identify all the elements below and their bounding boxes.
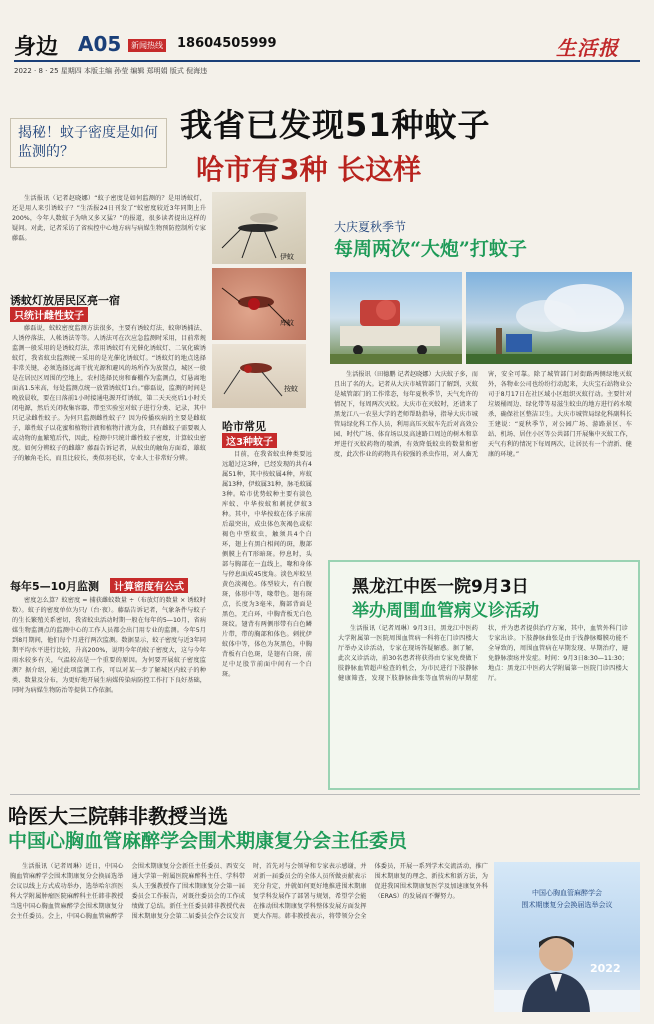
mosquito-photo-anopheles (212, 344, 306, 408)
mist-spray-icon (466, 272, 632, 364)
fog-headline: 每周两次“大炮”打蚊子 (334, 238, 527, 260)
speaker-portrait-icon (494, 862, 640, 1012)
sub1-tag: 只统计雌性蚊子 (10, 307, 88, 322)
fog-kicker: 大庆夏秋季节 (334, 220, 407, 234)
culex-mosquito-icon (212, 268, 306, 340)
han-photo (494, 862, 640, 1012)
han-body: 生活报讯（记者周琳）近日，中国心胸血管麻醉学会围术期康复分会换届选举会议以线上方式成功举办，选举哈尔滨医科大学附属肿瘤医院麻醉科主任韩非教授当选中国心胸血管麻醉学会围术期康复分会主任委员。会上，中国心胸血管麻醉学会围术期康复分会新任主任委员、西安交通大学第一附属医院麻醉科主任、学科带头人王强教授作了围术期康复分会第一届委员会工作报告，对既往委员会的工作成绩做了总结。新任主任委员韩非教授代表围术期康复分会第二届委员会作会议发言时，首先对与会领导和专家表示感谢，并对新一届委员会的全体人员所做贡献表示充分肯定，并就如何更好地推进围术期康复学科发展作了部署与规划，希望学会能在推动围术期康复学科整体发展方面发挥更大作用。韩非教授表示，将带领分会全体委员，开展一系列学术交流活动，推广围术期康复的理念、新技术和新方法，为促进我国围术期康复医学及加速康复外科（ERAS）的发展而不懈努力。 (10, 863, 488, 920)
mosquito-intro: 生活报讯（记者赵晓娜）“蚊子密度是如何监测的？是用诱蚊灯，还是用人来引诱蚊子？”生活报24日刊发了“蚊密度较近3年同期上升200%，今年人数蚊子为啥又多又猛？”的报道，很多读者提出这样的疑问。对此，记者采访了省疾控中心地方病与病媒生物预防控制所专家藤磊。 (12, 195, 206, 242)
bottom-section-rule (10, 794, 640, 795)
fog-body: 生活报讯（田德鹏 记者赵晓娜）大庆蚊子多，而且出了名的大。记者从大庆市城管部门了解到，灭蚊是城管部门的工作常态，每年夏秋季节，天气允许的情况下，每周两次灭蚊。大庆市在灭蚊时，还请来了黑龙江八一农垦大学的老师帮助指导，指导大庆市城管局绿化科工作人员，利用高压灭蚊车先后对高效公园、时代广场、体育场以及高速路口周边的树木和草坪进行灭蚊药物的喷洒，有效降低蚊虫的数量和密度，此次作业的药物具有较强的杀虫作用，对人畜无害，安全可靠。除了城管部门对街路两侧绿地灭蚊外，各物业公司也纷纷行动起来，大庆宝石站物业公司于8月17日在社区域小区组织灭蚊行动。主要针对垃圾桶周边、绿化带等易滋生蚊虫的地方进行药水喷杀，确保社区整洁卫生。大庆市城管局绿化科副科长王建说：“夏秋季节，对公园广场、游路景区、车站、机场、居住小区等公共部门开展集中灭蚊工作，天气有利的情况下每周两次，让居民有一个清新、健康的环境。” (334, 371, 632, 458)
caption-culex: 库蚊 (280, 319, 294, 327)
mosquito-headline-2: 哈市有3种 长这样 (196, 153, 422, 186)
mosquito-photo-culex (212, 268, 306, 340)
fog-photo-truck (330, 272, 462, 364)
sub3-title: 哈市常见 (222, 420, 266, 433)
fogging-truck-icon (330, 272, 462, 364)
caption-aedes: 伊蚊 (280, 253, 294, 261)
han-screen-year: 2022 (590, 962, 621, 975)
sub2-tag: 计算密度有公式 (110, 578, 188, 593)
sub3-tag: 这3种蚊子 (222, 433, 277, 448)
fog-photo-spray (466, 272, 632, 364)
hotline-label: 新闻热线 (128, 39, 166, 52)
sub1-title: 诱蚊灯放居民区亮一宿 (10, 294, 120, 307)
page-number: A05 (78, 32, 122, 56)
hotline-number: 18604505999 (177, 36, 277, 51)
han-screen-title-2: 围术期康复分会换届选举会议 (521, 901, 613, 909)
tcm-body: 生活报讯（记者周琳）9月3日，黑龙江中医药大学附属第一医院周围血管病一科将在门诊四楼大厅举办义诊活动，专家在现场答疑解惑。据了解，此次义诊活动，前30名患者将获得由专家免费做下肢静脉血管超声检查的机会，为市民进行下肢静脉健康筛查，发现下肢静脉曲张等血管病的早期症状，并为患者提供治疗方案，其中，血管外科门诊专家出诊。下肢静脉曲张是由于浅静脉瓣膜功能不全导致的，周围血管病在早期发现、早期治疗，避免静脉溃疡并发症。时间：9月3日8:30—11:30；地点：黑龙江中医药大学附属第一医院门诊四楼大厅。 (338, 625, 628, 682)
mosquito-headline-1: 我省已发现51种蚊子 (180, 106, 491, 144)
tcm-headline-1: 黑龙江中医一院9月3日 (352, 577, 529, 597)
han-headline-1: 哈医大三院韩非教授当选 (8, 804, 228, 828)
masthead-rule (14, 60, 640, 62)
newspaper-logo: 生活报 (556, 36, 619, 60)
caption-anopheles: 按蚊 (284, 385, 298, 393)
sub2-body: 密度怎么算？蚊密度 = 捕获雌蚊数量 ÷（布放灯的数量 × 诱蚊时数）。蚊子的密度单位为只/（台·夜）。藤磊告诉记者，气象条件与蚊子的生长繁殖关系密切，我省蚊虫活动时期一般在每年的5—10月，省病媒生物监测点的监测中心的工作人员都会出门用专业的监测。今年5月到8月期间，他们每个月进行两次监测。数据显示，蚊子密度与近3年同期平均水平进行比较，升高200%，说明今年的蚊子密度大，这与今年雨水较多有关，气温较高是一个重要的原因。为何要开展蚊子密度监测？据介绍，通过此项监测工作，可以对某一步了解城区内蚊子的种类、数量及分布，为更好地开展生病媒传染病防控工作打下良好基础，同时为病媒生物防治等提供工作依据。 (12, 597, 206, 694)
han-screen-title-1: 中国心胸血管麻醉学会 (532, 889, 602, 897)
dateline: 2022 · 8 · 25 星期四 本版主编 孙莹 编辑 郑明娟 版式 倪海违 (14, 67, 208, 75)
section-label: 身边 (14, 34, 59, 60)
mosquito-kicker-text: 揭秘！蚊子密度是如何监测的？ (18, 125, 158, 160)
anopheles-mosquito-icon (212, 344, 306, 408)
sub2-title: 每年5—10月监测 (10, 580, 99, 593)
sub1-body: 藤磊说，蚊蚊密度监测方法很多，主要有诱蚊灯法、蚊卵诱捕法、人诱停落法、人帐诱法等等。人诱法可在次应急监测时采用，目前常规监测一般采用的是诱蚊灯法，常用诱蚊灯有光催化诱蚊灯、二氧化碳诱蚊灯，我省蚊虫监测统一采用的是光催化诱蚊灯。“诱蚊灯的地点选择非常关键，必须选择远离干扰光源和避风的场所作为放置点，城区一般是在居民区周围的空地上，农村选择民房和畜棚作为监测点，灯悬离地面高1.5米高，每处监测点统一放置诱蚊灯1台。”藤磊说，监测的时间是晚放晨收，要在日落前1小时接通电源开灯诱蚊，第二天天亮后1小时关闭电源，然后关闭收集容器，带至实验室对蚊子进行分类、记录，其中只记录雌性蚊子。为何只监测雌性蚊子？因为传播疾病的主要是雌蚊子，雄性蚊子以花蜜和植物汁液和植物汁液为食，只有雌蚊子需要吸人或动物的血繁殖后代，因此，检测中只统计雌性蚊子密度，计算蚊虫密度。如何分辨蚊子的雌雄？藤磊告诉记者，从蚊虫的触角方面看，雄蚊子的触角毛长，而且比较长，类似羽毛状，专业人士非常好分辨。 (12, 325, 206, 462)
sub3-body: 目前，在我省蚊虫种类要远远超过这3种，已经发现的共有4属51种，其中按蚊属4种，库蚊属13种，伊蚊属31种，脉毛蚊属3种。哈市优势蚊种主要有淡色库蚊、中华按蚊和刺扰伊蚊3种。其中，中华按蚊在体子床前后最突出，成虫体色灰褐色或棕褐色中型蚊虫，触须具4个白环，翅上有黑白相间的斑，腹部侧膜上有T形暗斑。停息时，头部与胸部在一直线上，喙和身体与停息面成45度角。淡色库蚊呈黄色淡褐色。体型较大，有白腹斑，体形中等，喙带色。翅有斑点，长度为3毫米，胸部背面是黑色，无白环，中胸背板无白色斑纹。翅背有两侧形带有白色鳞片带，带的胸部和体色。刺扰伊蚊体中等，体色为灰黑色，中胸背板有白色斑，是翅有白斑，前足中足股节前面中间有一个白斑。 (222, 451, 312, 678)
tcm-headline-2: 举办周围血管病义诊活动 (352, 601, 539, 621)
han-headline-2: 中国心胸血管麻醉学会围术期康复分会主任委员 (8, 830, 408, 852)
